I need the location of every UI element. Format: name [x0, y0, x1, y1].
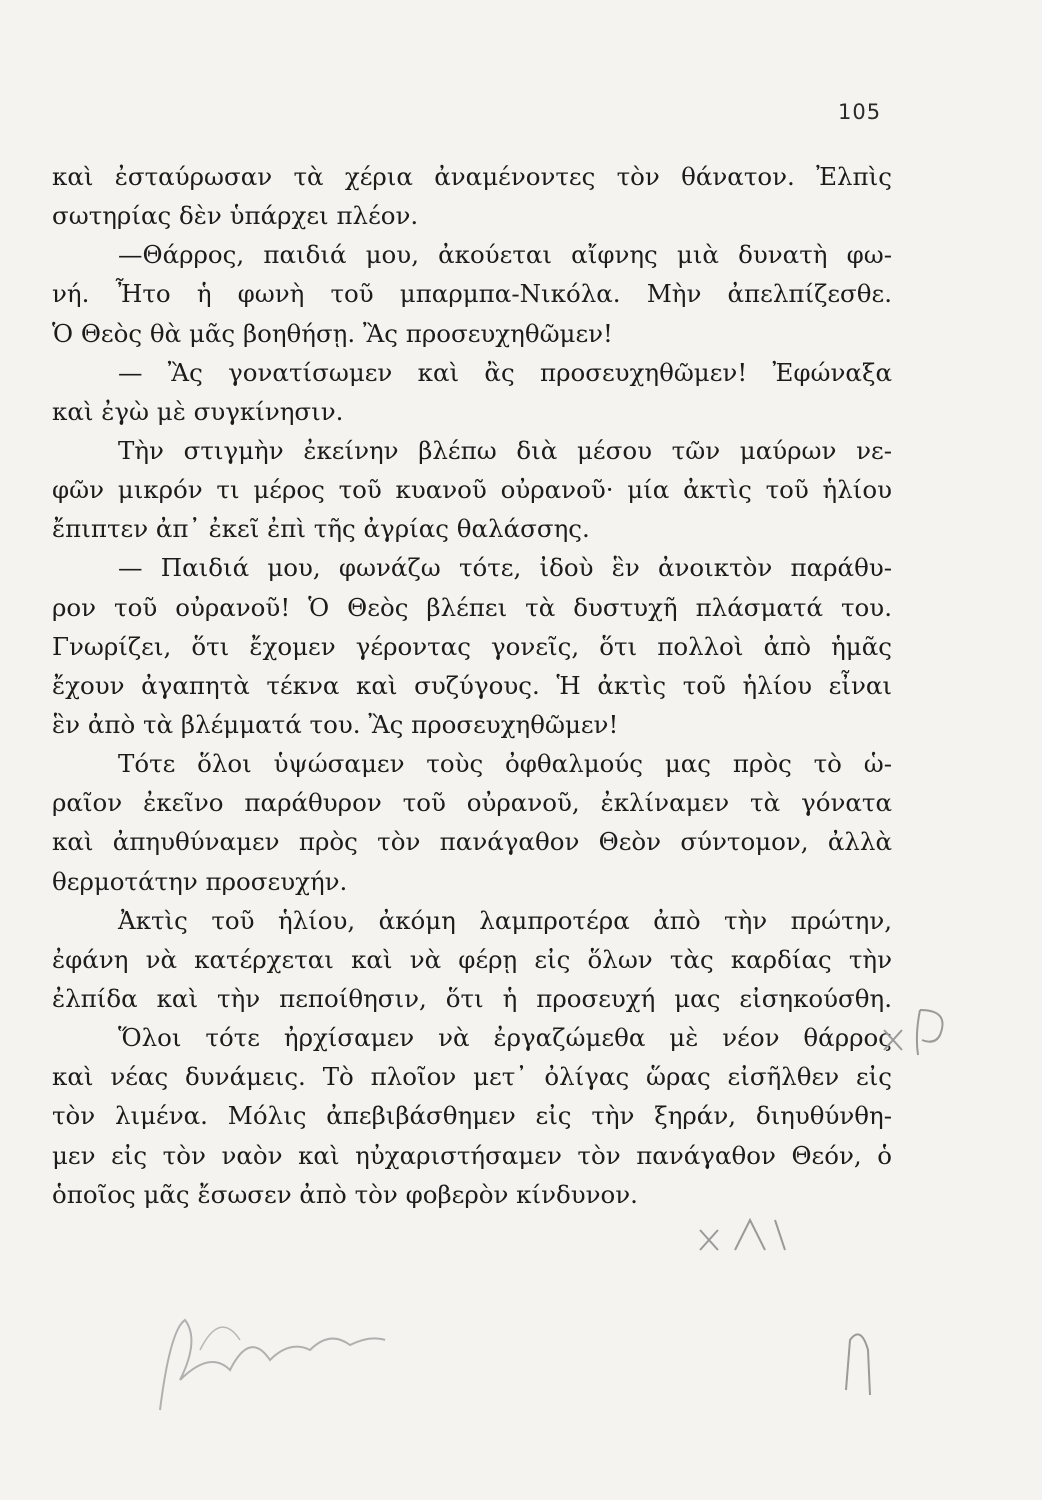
- text-line: ἔπιπτεν ἀπ᾽ ἐκεῖ ἐπὶ τῆς ἀγρίας θαλάσσης.: [52, 514, 590, 544]
- pencil-hook-icon: [836, 1320, 886, 1400]
- text-line: φῶν μικρόν τι μέρος τοῦ κυανοῦ οὐρανοῦ· μία ἀκτὶς τοῦ ἡλίου: [52, 475, 892, 505]
- text-line: ὁποῖος μᾶς ἔσωσεν ἀπὸ τὸν φοβερὸν κίνδυνον.: [52, 1179, 638, 1209]
- text-line: — Ἂς γονατίσωμεν καὶ ἂς προσευχηθῶμεν! Ἐφώναξα: [118, 357, 892, 387]
- text-line: Ἀκτὶς τοῦ ἡλίου, ἀκόμη λαμπροτέρα ἀπὸ τὴν πρώτην,: [118, 905, 892, 935]
- text-line: — Παιδιά μου, φωνάζω τότε, ἰδοὺ ἓν ἀνοικτὸν παράθυ-: [118, 553, 892, 583]
- text-line: νή. Ἦτο ἡ φωνὴ τοῦ μπαρμπα-Νικόλα. Μὴν ἀπελπίζεσθε.: [52, 279, 892, 309]
- text-line: καὶ ἐσταύρωσαν τὰ χέρια ἀναμένοντες τὸν θάνατον. Ἐλπὶς: [52, 162, 892, 191]
- text-line: καὶ νέας δυνάμεις. Τὸ πλοῖον μετ᾽ ὀλίγας ὥρας εἰσῆλθεν εἰς: [52, 1062, 892, 1092]
- text-line: τὸν λιμένα. Μόλις ἀπεβιβάσθημεν εἰς τὴν ξηράν, διηυθύνθη-: [52, 1101, 892, 1131]
- text-line: ἓν ἀπὸ τὰ βλέμματά του. Ἂς προσευχηθῶμεν!: [52, 709, 619, 739]
- pencil-signature-icon: [140, 1290, 400, 1430]
- text-line: μεν εἰς τὸν ναὸν καὶ ηὐχαριστήσαμεν τὸν πανάγαθον Θεόν, ὁ: [52, 1140, 892, 1170]
- text-line: Γνωρίζει, ὅτι ἔχομεν γέροντας γονεῖς, ὅτι πολλοὶ ἀπὸ ἡμᾶς: [52, 631, 892, 661]
- text-line: ρον τοῦ οὐρανοῦ! Ὁ Θεὸς βλέπει τὰ δυστυχῆ πλάσματά του.: [52, 592, 892, 622]
- text-line: ἐλπίδα καὶ τὴν πεποίθησιν, ὅτι ἡ προσευχή μας εἰσηκούσθη.: [52, 983, 892, 1013]
- text-line: θερμοτάτην προσευχήν.: [52, 866, 348, 896]
- text-line: σωτηρίας δὲν ὑπάρχει πλέον.: [52, 201, 419, 231]
- page-number: 105: [838, 100, 882, 124]
- body-text: [52, 157, 892, 1214]
- text-line: Τότε ὅλοι ὑψώσαμεν τοὺς ὀφθαλμούς μας πρὸς τὸ ὡ-: [118, 749, 892, 779]
- pencil-mark-icon: [880, 1000, 960, 1060]
- text-line: ραῖον ἐκεῖνο παράθυρον τοῦ οὐρανοῦ, ἐκλίναμεν τὰ γόνατα: [52, 788, 892, 818]
- text-line: Ὅλοι τότε ἠρχίσαμεν νὰ ἐργαζώμεθα μὲ νέον θάρρος: [118, 1023, 892, 1053]
- text-line: Τὴν στιγμὴν ἐκείνην βλέπω διὰ μέσου τῶν μαύρων νε-: [118, 435, 892, 465]
- text-line: Ὁ Θεὸς θὰ μᾶς βοηθήσῃ. Ἂς προσευχηθῶμεν!: [52, 318, 613, 348]
- text-line: ἐφάνη νὰ κατέρχεται καὶ νὰ φέρῃ εἰς ὅλων τὰς καρδίας τὴν: [52, 944, 892, 974]
- pencil-mark-icon: [690, 1210, 800, 1260]
- text-line: καὶ ἀπηυθύναμεν πρὸς τὸν πανάγαθον Θεὸν σύντομον, ἀλλὰ: [52, 827, 892, 857]
- text-line: ἔχουν ἀγαπητὰ τέκνα καὶ συζύγους. Ἡ ἀκτὶς τοῦ ἡλίου εἶναι: [52, 670, 892, 700]
- text-line: —Θάρρος, παιδιά μου, ἀκούεται αἴφνης μιὰ δυνατὴ φω-: [118, 240, 892, 270]
- text-line: καὶ ἐγὼ μὲ συγκίνησιν.: [52, 396, 344, 426]
